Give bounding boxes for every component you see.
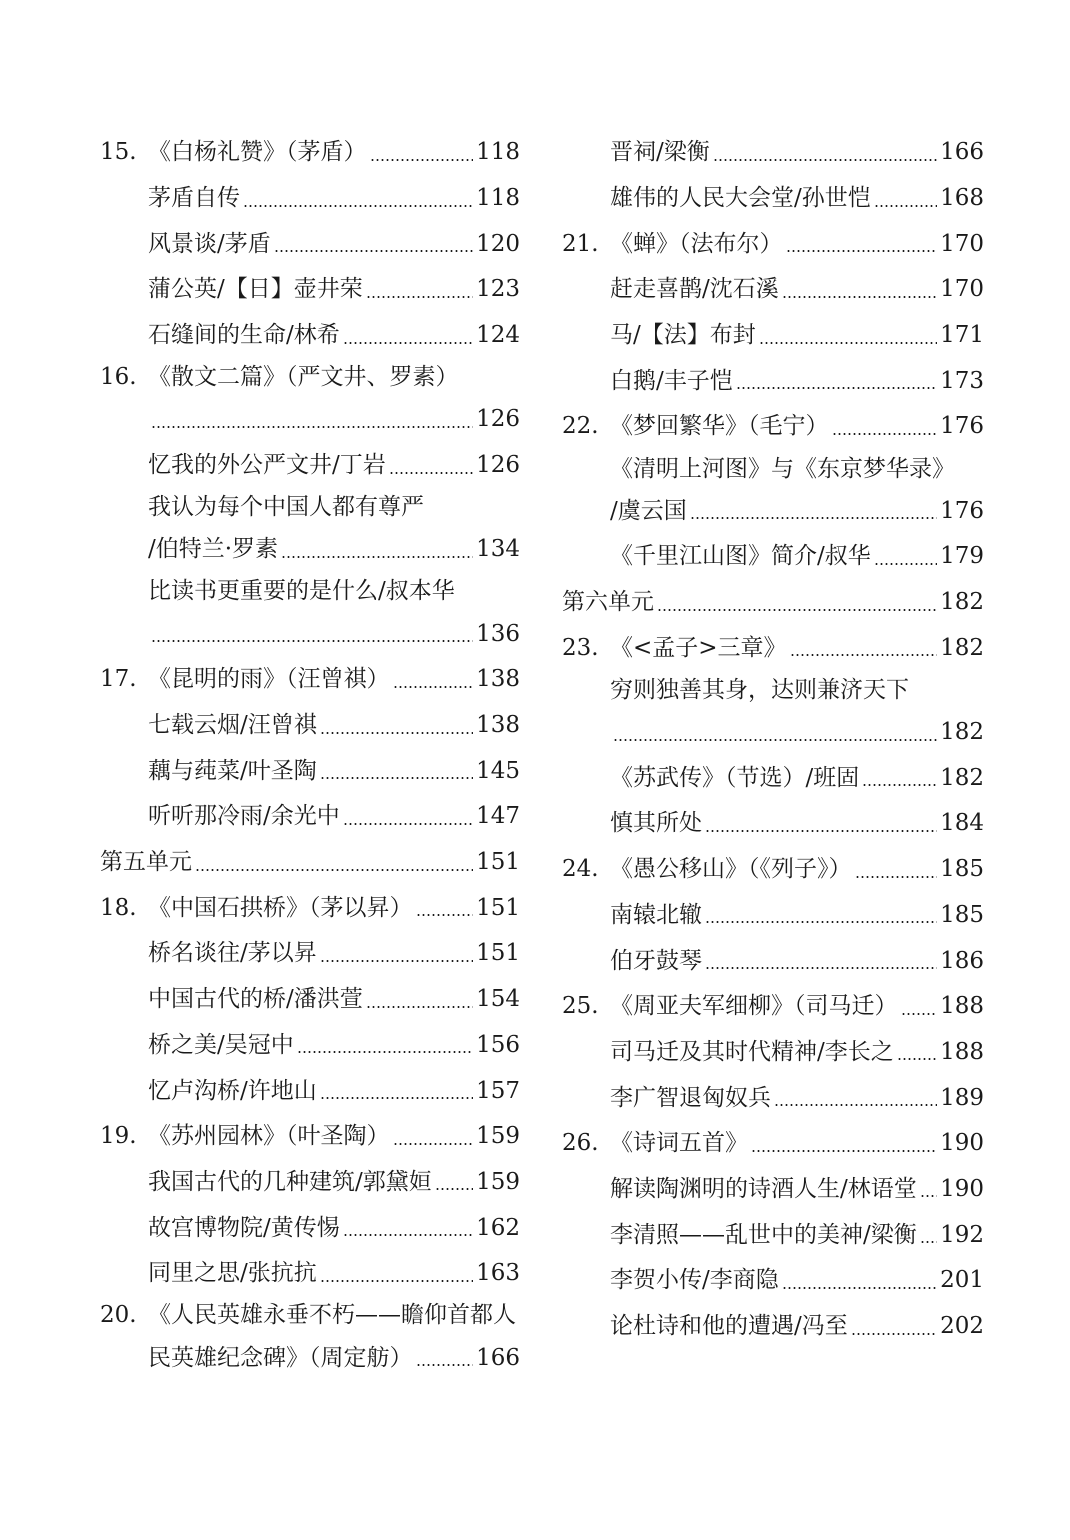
toc-entry [100, 1297, 520, 1336]
entry-title: 《诗词五首》 [610, 1130, 748, 1157]
entry-title: 民英雄纪念碑》（周定舫） [148, 1344, 413, 1371]
dot-leader [370, 159, 474, 161]
lesson-number: 26. [562, 1130, 599, 1157]
page-number: 182 [940, 589, 984, 616]
toc-entry [100, 573, 520, 612]
page-number: 170 [940, 276, 984, 303]
dot-leader [782, 296, 937, 298]
page-number: 185 [940, 856, 984, 883]
entry-title: 马/【法】布封 [610, 322, 756, 349]
toc-entry [100, 397, 520, 443]
entry-title: 《蝉》（法布尔） [610, 230, 783, 257]
dot-leader [274, 250, 473, 252]
toc-entry [562, 1030, 984, 1076]
entry-title: 故宫博物院/黄传惕 [148, 1214, 340, 1241]
toc-entry [562, 984, 984, 1030]
entry-title: 《苏州园林》（叶圣陶） [148, 1123, 390, 1150]
page-number: 126 [476, 406, 520, 433]
entry-title: 中国古代的桥/潘洪萱 [148, 986, 363, 1013]
dot-leader [389, 472, 473, 474]
entry-title: 李广智退匈奴兵 [610, 1084, 771, 1111]
page-number: 185 [940, 901, 984, 928]
dot-leader [705, 967, 937, 969]
dot-leader [736, 387, 937, 389]
dot-leader [657, 609, 937, 611]
entry-title: 《清明上河图》与《东京梦华录》 [610, 455, 955, 482]
dot-leader [297, 1051, 473, 1053]
entry-title: 《中国石拱桥》（茅以昇） [148, 894, 413, 921]
entry-title: 风景谈/茅盾 [148, 230, 271, 257]
toc-entry [562, 358, 984, 404]
toc-entry [562, 625, 984, 671]
page-number: 179 [940, 543, 984, 570]
toc-entry [100, 1114, 520, 1160]
entry-title: 《周亚夫军细柳》（司马迁） [610, 993, 898, 1020]
lesson-number: 23. [562, 634, 599, 661]
lesson-number: 24. [562, 856, 599, 883]
toc-entry [100, 703, 520, 749]
dot-leader [862, 784, 937, 786]
entry-title: 我国古代的几种建筑/郭黛姮 [148, 1168, 432, 1195]
toc-entry [562, 1212, 984, 1258]
dot-leader [782, 1287, 937, 1289]
dot-leader [855, 876, 938, 878]
dot-leader [320, 1280, 473, 1282]
dot-leader [343, 823, 473, 825]
dot-leader [790, 654, 938, 656]
toc-entry [562, 755, 984, 801]
page-number: 162 [476, 1214, 520, 1241]
page-number: 159 [476, 1168, 520, 1195]
dot-leader [416, 914, 474, 916]
toc-entry [100, 443, 520, 489]
entry-title: 《<孟子>三章》 [610, 634, 787, 661]
entry-title: 《千里江山图》简介/叔华 [610, 543, 871, 570]
entry-title: 茅盾自传 [148, 185, 240, 212]
page-number: 134 [476, 536, 520, 563]
page-number: 166 [940, 139, 984, 166]
toc-entry [100, 657, 520, 703]
dot-leader [393, 686, 474, 688]
toc-entry [100, 221, 520, 267]
page-number: 182 [940, 764, 984, 791]
page-number: 151 [476, 940, 520, 967]
toc-entry [100, 885, 520, 931]
unit-heading: 第五单元 [100, 849, 192, 876]
page-number: 182 [940, 634, 984, 661]
dot-leader [320, 732, 473, 734]
toc-right-column [562, 130, 984, 1349]
lesson-number: 21. [562, 230, 599, 257]
entry-title: 解读陶渊明的诗酒人生/林语堂 [610, 1175, 917, 1202]
toc-entry [562, 130, 984, 176]
page-number: 124 [476, 322, 520, 349]
entry-title: /伯特兰·罗素 [148, 536, 279, 563]
toc-entry [100, 1022, 520, 1068]
dot-leader [243, 205, 473, 207]
dot-leader [320, 1097, 473, 1099]
toc-entry [562, 1167, 984, 1213]
toc-entry [562, 221, 984, 267]
dot-leader [613, 739, 937, 741]
toc-entry [562, 801, 984, 847]
page-number: 145 [476, 757, 520, 784]
dot-leader [416, 1364, 474, 1366]
page-number: 188 [940, 993, 984, 1020]
dot-leader [897, 1058, 937, 1060]
dot-leader [435, 1188, 473, 1190]
entry-title: 晋祠/梁衡 [610, 139, 710, 166]
toc-entry [562, 450, 984, 489]
dot-leader [751, 1150, 937, 1152]
lesson-number: 18. [100, 894, 137, 921]
toc-entry [100, 527, 520, 573]
page-number: 176 [940, 413, 984, 440]
toc-entry [562, 580, 984, 626]
dot-leader [851, 1333, 937, 1335]
dot-leader [343, 1234, 473, 1236]
dot-leader [705, 830, 937, 832]
toc-entry [562, 847, 984, 893]
lesson-number: 15. [100, 139, 137, 166]
page-number: 188 [940, 1038, 984, 1065]
dot-leader [920, 1195, 937, 1197]
entry-title: 比读书更重要的是什么/叔本华 [148, 578, 455, 605]
dot-leader [874, 563, 937, 565]
toc-entry [562, 710, 984, 756]
toc-entry [100, 840, 520, 886]
entry-title: 《散文二篇》（严文井、罗素） [148, 364, 459, 391]
entry-title: 《人民英雄永垂不朽——瞻仰首都人 [148, 1302, 516, 1329]
page-number: 182 [940, 719, 984, 746]
entry-title: 蒲公英/【日】壶井荣 [148, 276, 363, 303]
entry-title: 《苏武传》（节选）/班固 [610, 764, 860, 791]
dot-leader [759, 342, 937, 344]
toc-left-column [100, 130, 520, 1381]
page-number: 147 [476, 803, 520, 830]
lesson-number: 20. [100, 1302, 137, 1329]
page-number: 163 [476, 1260, 520, 1287]
dot-leader [901, 1013, 938, 1015]
page-number: 154 [476, 986, 520, 1013]
page-number: 171 [940, 322, 984, 349]
entry-title: 慎其所处 [610, 810, 702, 837]
dot-leader [393, 1143, 474, 1145]
entry-title: 忆我的外公严文井/丁岩 [148, 452, 386, 479]
page-number: 118 [476, 139, 520, 166]
toc-entry [562, 893, 984, 939]
entry-title: 桥名谈往/茅以昇 [148, 940, 317, 967]
page-number: 126 [476, 452, 520, 479]
lesson-number: 16. [100, 364, 137, 391]
toc-entry [562, 1304, 984, 1350]
lesson-number: 19. [100, 1123, 137, 1150]
page-number: 138 [476, 666, 520, 693]
toc-entry [100, 931, 520, 977]
dot-leader [690, 517, 937, 519]
entry-title: 藕与莼菜/叶圣陶 [148, 757, 317, 784]
dot-leader [320, 960, 473, 962]
page-number: 202 [940, 1313, 984, 1340]
entry-title: 赶走喜鹊/沈石溪 [610, 276, 779, 303]
dot-leader [366, 296, 473, 298]
entry-title: 穷则独善其身，达则兼济天下 [610, 676, 909, 703]
toc-entry [562, 267, 984, 313]
entry-title: 论杜诗和他的遭遇/冯至 [610, 1313, 848, 1340]
dot-leader [366, 1006, 473, 1008]
toc-entry [562, 488, 984, 534]
page-number: 151 [476, 849, 520, 876]
page-number: 136 [476, 620, 520, 647]
page-number: 176 [940, 497, 984, 524]
toc-entry [562, 176, 984, 222]
entry-title: /虞云国 [610, 497, 687, 524]
toc-entry [100, 130, 520, 176]
entry-title: 忆卢沟桥/许地山 [148, 1077, 317, 1104]
toc-entry [562, 1121, 984, 1167]
page-number: 166 [476, 1344, 520, 1371]
entry-title: 伯牙鼓琴 [610, 947, 702, 974]
page-number: 151 [476, 894, 520, 921]
toc-entry [562, 404, 984, 450]
page-number: 190 [940, 1175, 984, 1202]
toc-entry [100, 176, 520, 222]
entry-title: 《白杨礼赞》（茅盾） [148, 139, 367, 166]
unit-heading: 第六单元 [562, 589, 654, 616]
dot-leader [705, 921, 937, 923]
dot-leader [151, 640, 473, 642]
page-number: 168 [940, 185, 984, 212]
dot-leader [832, 433, 938, 435]
entry-title: 李贺小传/李商隐 [610, 1267, 779, 1294]
entry-title: 《昆明的雨》（汪曾祺） [148, 666, 390, 693]
page-number: 186 [940, 947, 984, 974]
page-number: 157 [476, 1077, 520, 1104]
dot-leader [786, 250, 938, 252]
toc-entry [100, 977, 520, 1023]
dot-leader [343, 342, 473, 344]
toc-entry [100, 1335, 520, 1381]
lesson-number: 17. [100, 666, 137, 693]
toc-entry [100, 313, 520, 359]
toc-entry [100, 358, 520, 397]
page-number: 118 [476, 185, 520, 212]
entry-title: 同里之思/张抗抗 [148, 1260, 317, 1287]
page-number: 190 [940, 1130, 984, 1157]
entry-title: 听听那冷雨/余光中 [148, 803, 340, 830]
toc-entry [562, 671, 984, 710]
page-number: 189 [940, 1084, 984, 1111]
toc-entry [100, 1251, 520, 1297]
page-number: 170 [940, 230, 984, 257]
toc-entry [100, 1068, 520, 1114]
toc-entry [100, 267, 520, 313]
toc-entry [562, 938, 984, 984]
toc-entry [562, 1258, 984, 1304]
page-number: 184 [940, 810, 984, 837]
dot-leader [151, 426, 473, 428]
page-number: 192 [940, 1221, 984, 1248]
entry-title: 李清照——乱世中的美神/梁衡 [610, 1221, 917, 1248]
toc-entry [562, 534, 984, 580]
page-number: 156 [476, 1031, 520, 1058]
entry-title: 雄伟的人民大会堂/孙世恺 [610, 185, 871, 212]
dot-leader [920, 1241, 937, 1243]
page-number: 159 [476, 1123, 520, 1150]
page-number: 173 [940, 367, 984, 394]
toc-entry [100, 794, 520, 840]
toc-entry [100, 611, 520, 657]
dot-leader [281, 556, 473, 558]
toc-entry [562, 1075, 984, 1121]
toc-entry [100, 748, 520, 794]
toc-entry [100, 488, 520, 527]
dot-leader [874, 205, 937, 207]
page-number: 123 [476, 276, 520, 303]
dot-leader [195, 869, 473, 871]
dot-leader [713, 159, 937, 161]
entry-title: 南辕北辙 [610, 901, 702, 928]
entry-title: 石缝间的生命/林希 [148, 322, 340, 349]
lesson-number: 25. [562, 993, 599, 1020]
entry-title: 桥之美/吴冠中 [148, 1031, 294, 1058]
toc-entry [562, 313, 984, 359]
entry-title: 《梦回繁华》（毛宁） [610, 413, 829, 440]
entry-title: 《愚公移山》（《列子》） [610, 856, 852, 883]
entry-title: 我认为每个中国人都有尊严 [148, 494, 424, 521]
dot-leader [774, 1104, 937, 1106]
entry-title: 白鹅/丰子恺 [610, 367, 733, 394]
entry-title: 七载云烟/汪曾祺 [148, 712, 317, 738]
toc-entry [100, 1205, 520, 1251]
lesson-number: 22. [562, 413, 599, 440]
toc-entry [100, 1160, 520, 1206]
page-number: 120 [476, 230, 520, 257]
entry-title: 司马迁及其时代精神/李长之 [610, 1038, 894, 1065]
page-number: 201 [940, 1267, 984, 1294]
dot-leader [320, 777, 473, 779]
page-number: 138 [476, 712, 520, 738]
